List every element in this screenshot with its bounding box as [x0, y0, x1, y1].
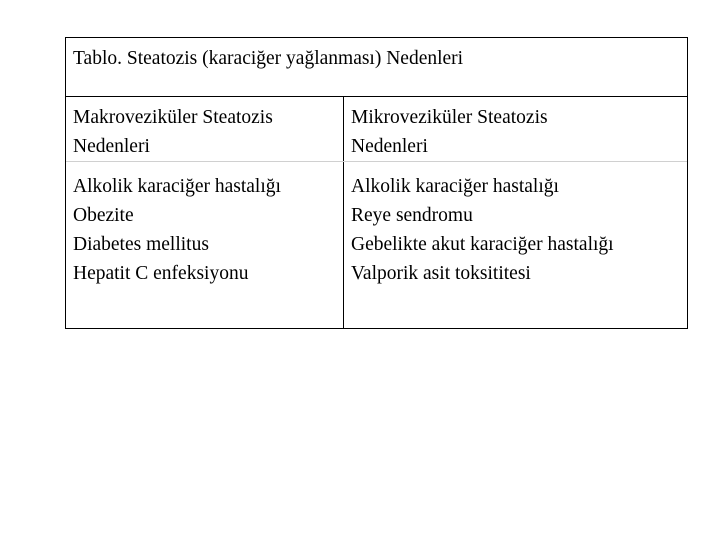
macrovesicular-header [73, 103, 281, 161]
list-item: Valporik asit toksititesi [351, 263, 531, 284]
list-item: Hepatit C enfeksiyonu [73, 263, 249, 284]
macrovesicular-column [73, 103, 281, 288]
column-header-line: Makroveziküler Steatozis [73, 107, 273, 128]
table-title-row [66, 38, 687, 97]
macrovesicular-causes-list [73, 172, 281, 288]
column-header-line: Nedenleri [351, 136, 428, 157]
microvesicular-column [351, 103, 614, 288]
table-title: Tablo. Steatozis (karaciğer yağlanması) Nedenleri [73, 48, 464, 69]
list-item: Diabetes mellitus [73, 234, 209, 255]
microvesicular-header [351, 103, 614, 161]
list-item: Obezite [73, 205, 134, 226]
list-item: Reye sendromu [351, 205, 473, 226]
microvesicular-causes-list [351, 172, 614, 288]
column-header-line: Nedenleri [73, 136, 150, 157]
column-header-line: Mikroveziküler Steatozis [351, 107, 548, 128]
list-item: Alkolik karaciğer hastalığı [351, 176, 559, 197]
list-item: Gebelikte akut karaciğer hastalığı [351, 234, 614, 255]
column-divider [343, 97, 344, 329]
list-item: Alkolik karaciğer hastalığı [73, 176, 281, 197]
steatosis-causes-table [65, 37, 688, 329]
